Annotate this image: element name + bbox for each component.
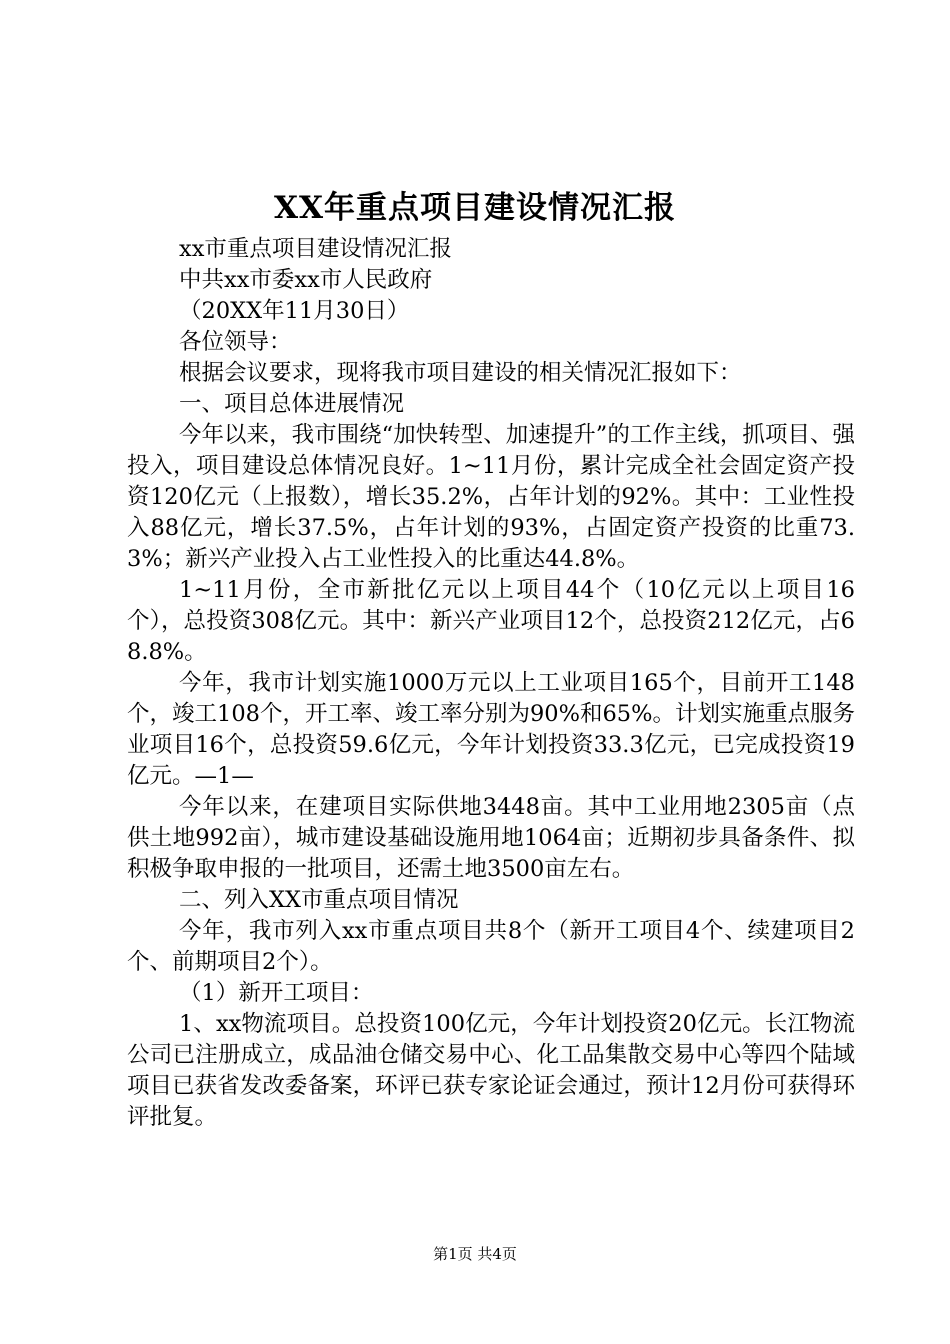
document-title: XX年重点项目建设情况汇报 xyxy=(273,190,677,226)
paragraph: 今年，我市计划实施1000万元以上工业项目165个，目前开工148个，竣工108个，开工率、竣工率分别为90%和65%。计划实施重点服务业项目16个，总投资59.6亿元，今年计划投资33.3亿元，已完成投资19亿元。—1— xyxy=(127,670,855,789)
paragraph-report-name: xx市重点项目建设情况汇报 xyxy=(179,236,452,262)
paragraph-date: （20XX年11月30日） xyxy=(179,298,410,324)
subsection-heading: （1）新开工项目： xyxy=(179,980,374,1006)
paragraph: 今年以来，在建项目实际供地3448亩。其中工业用地2305亩（点供土地992亩），城市建设基础设施用地1064亩；近期初步具备条件、拟积极争取申报的一批项目，还需土地3500亩左右。 xyxy=(127,794,855,882)
paragraph: 今年，我市列入xx市重点项目共8个（新开工项目4个、续建项目2个、前期项目2个）。 xyxy=(127,918,855,975)
paragraph: 1、xx物流项目。总投资100亿元，今年计划投资20亿元。长江物流公司已注册成立，成品油仓储交易中心、化工品集散交易中心等四个陆域项目已获省发改委备案，环评已获专家论证会通过，预计12月份可获得环评批复。 xyxy=(127,1011,855,1130)
paragraph: 1~11月份，全市新批亿元以上项目44个（10亿元以上项目16个），总投资308亿元。其中：新兴产业项目12个，总投资212亿元，占68.8%。 xyxy=(127,577,855,665)
document-body xyxy=(127,234,855,1133)
paragraph: 今年以来，我市围绕“加快转型、加速提升”的工作主线，抓项目、强投入，项目建设总体情况良好。1~11月份，累计完成全社会固定资产投资120亿元（上报数），增长35.2%，占年计划的92%。其中：工业性投入88亿元，增长37.5%，占年计划的93%，占固定资产投资的比重73.3%；新兴产业投入占工业性投入的比重达44.8%。 xyxy=(127,422,855,572)
section-heading-1: 一、项目总体进展情况 xyxy=(179,391,405,417)
paragraph-intro: 根据会议要求，现将我市项目建设的相关情况汇报如下： xyxy=(179,360,742,386)
paragraph-issuer: 中共xx市委xx市人民政府 xyxy=(179,267,433,293)
section-heading-2: 二、列入XX市重点项目情况 xyxy=(179,887,459,913)
page-footer: 第1页 共4页 xyxy=(433,1245,517,1263)
paragraph-salutation: 各位领导： xyxy=(179,329,292,355)
